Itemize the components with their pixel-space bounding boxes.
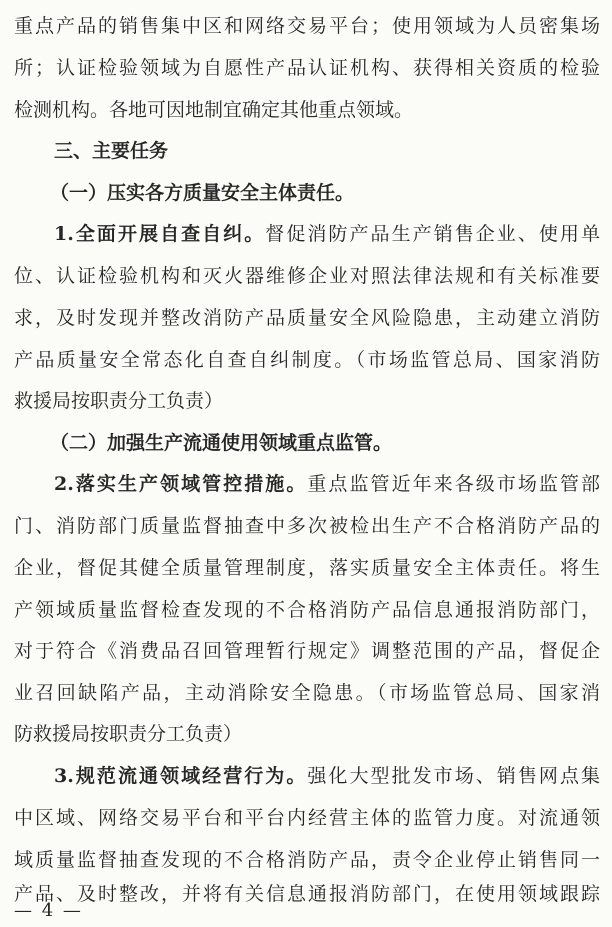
item-heading-line: 1.全面开展自查自纠。督促消防产品生产销售企业、使用单: [54, 223, 600, 245]
paragraph-line: 产品、及时整改，并将有关信息通报消防部门，在使用领域跟踪: [14, 883, 600, 905]
subsection-heading: （二）加强生产流通使用领域重点监管。: [50, 432, 393, 454]
paragraph-line: 产领域质量监督检查发现的不合格消防产品信息通报消防部门，: [14, 599, 600, 621]
paragraph-line: 检测机构。各地可因地制宜确定其他重点领域。: [14, 99, 414, 121]
paragraph-line: 域质量监督抽查发现的不合格消防产品，责令企业停止销售同一: [14, 849, 600, 871]
paragraph-line: 重点产品的销售集中区和网络交易平台；使用领域为人员密集场: [14, 15, 600, 37]
paragraph-line: 产品质量安全常态化自查自纠制度。（市场监管总局、国家消防: [14, 349, 600, 371]
item-title: 3.规范流通领域经营行为。: [54, 765, 308, 787]
page-number: — 4 —: [14, 900, 83, 921]
item-title: 2.落实生产领域管控措施。: [54, 473, 308, 495]
section-heading: 三、主要任务: [54, 140, 169, 162]
paragraph-line: 求，及时发现并整改消防产品质量安全风险隐患，主动建立消防: [14, 307, 600, 329]
paragraph-line: 所；认证检验领域为自愿性产品认证机构、获得相关资质的检验: [14, 57, 600, 79]
item-title: 1.全面开展自查自纠。: [54, 223, 266, 245]
subsection-heading: （一）压实各方质量安全主体责任。: [50, 182, 355, 204]
paragraph-line: 企业，督促其健全质量管理制度，落实质量安全主体责任。将生: [14, 557, 600, 579]
paragraph-line: 中区域、网络交易平台和平台内经营主体的监管力度。对流通领: [14, 807, 600, 829]
paragraph-line: 位、认证检验机构和灭火器维修企业对照法律法规和有关标准要: [14, 265, 600, 287]
paragraph-line: 门、消防部门质量监督抽查中多次被检出生产不合格消防产品的: [14, 515, 600, 537]
paragraph-line: 对于符合《消费品召回管理暂行规定》调整范围的产品，督促企: [14, 640, 600, 662]
item-heading-line: 2.落实生产领域管控措施。重点监管近年来各级市场监管部: [54, 473, 600, 495]
paragraph-line: 防救援局按职责分工负责）: [14, 723, 243, 745]
item-heading-line: 3.规范流通领域经营行为。强化大型批发市场、销售网点集: [54, 765, 600, 787]
paragraph-line: 救援局按职责分工负责）: [14, 390, 224, 412]
paragraph-line: 业召回缺陷产品，主动消除安全隐患。（市场监管总局、国家消: [14, 682, 600, 704]
